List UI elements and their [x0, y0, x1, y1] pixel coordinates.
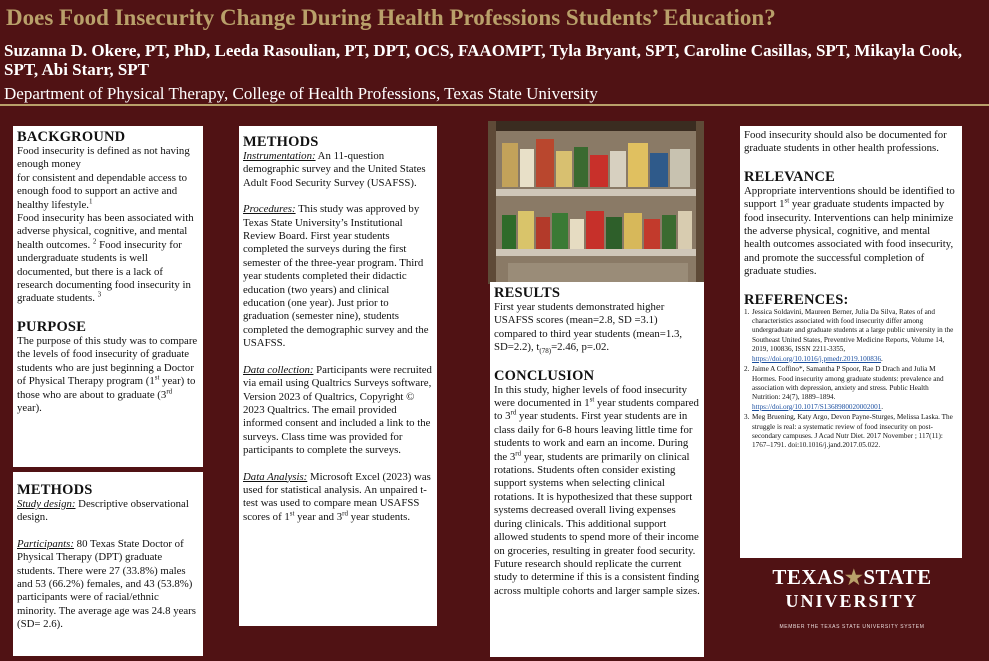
- poster-department: Department of Physical Therapy, College of Health Professions, Texas State University: [4, 84, 598, 103]
- methods-panel: [239, 126, 437, 626]
- pantry-shelf-photo: [488, 121, 704, 284]
- study-design-text: Study design: Descriptive observational design.: [17, 498, 189, 524]
- relevance-text: Appropriate interventions should be identified to support 1st year graduate students impacted by food insecurity. Interventions can help minimize the adverse physical, cognitive, and mental health outcomes associated with food insecurity, and promote the successful completion of graduate studies.: [744, 184, 955, 278]
- methods-design-panel: [13, 472, 203, 656]
- references-list: [744, 308, 958, 451]
- logo-word-university: UNIVERSITY: [785, 591, 919, 611]
- background-heading: BACKGROUND: [17, 129, 126, 145]
- intro-text: Food insecurity should also be documented for graduate students in other health professions.: [744, 129, 947, 155]
- star-icon: ★: [844, 567, 864, 589]
- references-heading: REFERENCES:: [744, 291, 849, 308]
- reference-item: 2. Jaime A Coffino*, Samantha P Spoor, Rae D Drach and Julia M Hormes. Food insecurity among graduate students: prevalence and association with depression, anxiety and stress. Public Health Nutrition: 24(7), 1889–1894. https://doi.org/10.1017/S1368980020002001.: [744, 365, 944, 411]
- reference-item: 3. Meg Bruening, Katy Argo, Devon Payne-Sturges, Melissa Laska. The struggle is real: a systematic review of food insecurity on post-secondary campuses. J Acad Nutr Diet. 2017 November ; 117(11): 1767–1791. doi:10.1016/j.jand.2017.05.022.: [744, 413, 953, 450]
- methods-left-heading: METHODS: [17, 482, 93, 498]
- conclusion-text: In this study, higher levels of food insecurity were documented in 1st year students compared to 3rd year students. First year students are in class daily for 6-8 hours leaving little time for students to work and earn an income. During the 3rd year, students are primarily on clinical rotations. Students often consider existing support systems when selecting clinical rotations. It is hypothesized that these support systems decreased overall living expenses during clinicals. This additional support allowed students to spend more of their income on groceries, resulting in greater food security. Future research should replicate the current study to determine if this is a consistent finding across multiple cohorts and larger sample sizes.: [494, 383, 700, 597]
- results-text: First year students demonstrated higher USAFSS scores (mean=2.8, SD =3.1) compared to third year students (mean=1.3, SD=2.2), $t_{(78)}=2.46$, p=.02.: [494, 301, 683, 356]
- texas-state-logo: [742, 565, 962, 650]
- results-heading: RESULTS: [494, 285, 561, 301]
- gold-divider: [0, 104, 989, 106]
- results-panel: [490, 282, 704, 657]
- data-analysis-text: Data Analysis: Microsoft Excel (2023) was used for statistical analysis. An unpaired t-test was used to compare mean USAFSS scores of 1st year and 3rd year students.: [243, 470, 431, 523]
- background-text: Food insecurity is defined as not having enough money for consistent and dependable access to enough food to support an active and healthy lifestyle.$^1$ Food insecurity has been associated with adverse physical, cognitive, and mental health outcomes. $^2$ Food insecurity for undergraduate students is well documented, but there is a lack of research documenting food insecurity in graduate students. $^3$: [17, 145, 194, 305]
- relevance-heading: RELEVANCE: [744, 168, 835, 185]
- background-panel: [13, 126, 203, 467]
- conclusion-heading: CONCLUSION: [494, 367, 595, 384]
- poster-title: Does Food Insecurity Change During Health Professions Students’ Education?: [6, 5, 776, 30]
- purpose-heading: PURPOSE: [17, 318, 87, 335]
- poster-authors: Suzanna D. Okere, PT, PhD, Leeda Rasoulian, PT, DPT, OCS, FAAOMPT, Tyla Bryant, SPT, Caroline Casillas, SPT, Mikayla Cook, SPT, Abi Starr, SPT: [4, 41, 963, 79]
- logo-tagline: MEMBER THE TEXAS STATE UNIVERSITY SYSTEM: [779, 624, 925, 630]
- relevance-panel: [740, 126, 962, 558]
- logo-word-texas: TEXAS: [772, 565, 845, 589]
- procedures-text: Procedures: This study was approved by Texas State University’s Institutional Review Board. First year students completed the surveys during the first semester of the three-year program. Third year students completed their didactic education (two years) and clinical education (one year). Just prior to graduation (semester nine), students completed the demographic survey and the USAFSS.: [243, 203, 429, 350]
- reference-link[interactable]: https://doi.org/10.1016/j.pmedr.2019.100836: [752, 354, 882, 363]
- reference-item: 1. Jessica Soldavini, Maureen Berner, Julia Da Silva, Rates of and characteristics associated with food insecurity differ among undergraduate and graduate students at a large public university in the Southeast United States, Preventive Medicine Reports, Volume 14, 2019, 100836, ISSN 2211-3355, https://doi.org/10.1016/j.pmedr.2019.100836.: [744, 307, 954, 363]
- logo-word-state: STATE: [863, 565, 932, 589]
- purpose-text: The purpose of this study was to compare the levels of food insecurity of graduate students who are just beginning a Doctor of Physical Therapy program (1st year) to those who are about to graduate (3rd year).: [17, 334, 198, 414]
- methods-mid-heading: METHODS: [243, 134, 319, 150]
- data-collection-text: Data collection: Participants were recruited via email using Qualtrics Surveys software, Version 2023 of Qualtrics, Copyright © 2023 Qualtrics. The email provided informed consent and included a link to the surveys. Class time was provided for participants to complete the surveys.: [243, 363, 432, 457]
- instrumentation-text: Instrumentation: An 11-question demographic survey and the United States Adult Food Security Survey (USAFSS).: [243, 150, 426, 189]
- pantry-shelf-illustration: [488, 121, 704, 284]
- reference-link[interactable]: https://doi.org/10.1017/S1368980020002001: [752, 402, 882, 411]
- participants-text: Participants: 80 Texas State Doctor of Physical Therapy (DPT) graduate students. There were 27 (33.8%) males and 53 (66.2%) females, and 43 (53.8%) participants were of racial/ethnic minority. The average age was 24.8 years (SD= 2.6).: [17, 537, 196, 631]
